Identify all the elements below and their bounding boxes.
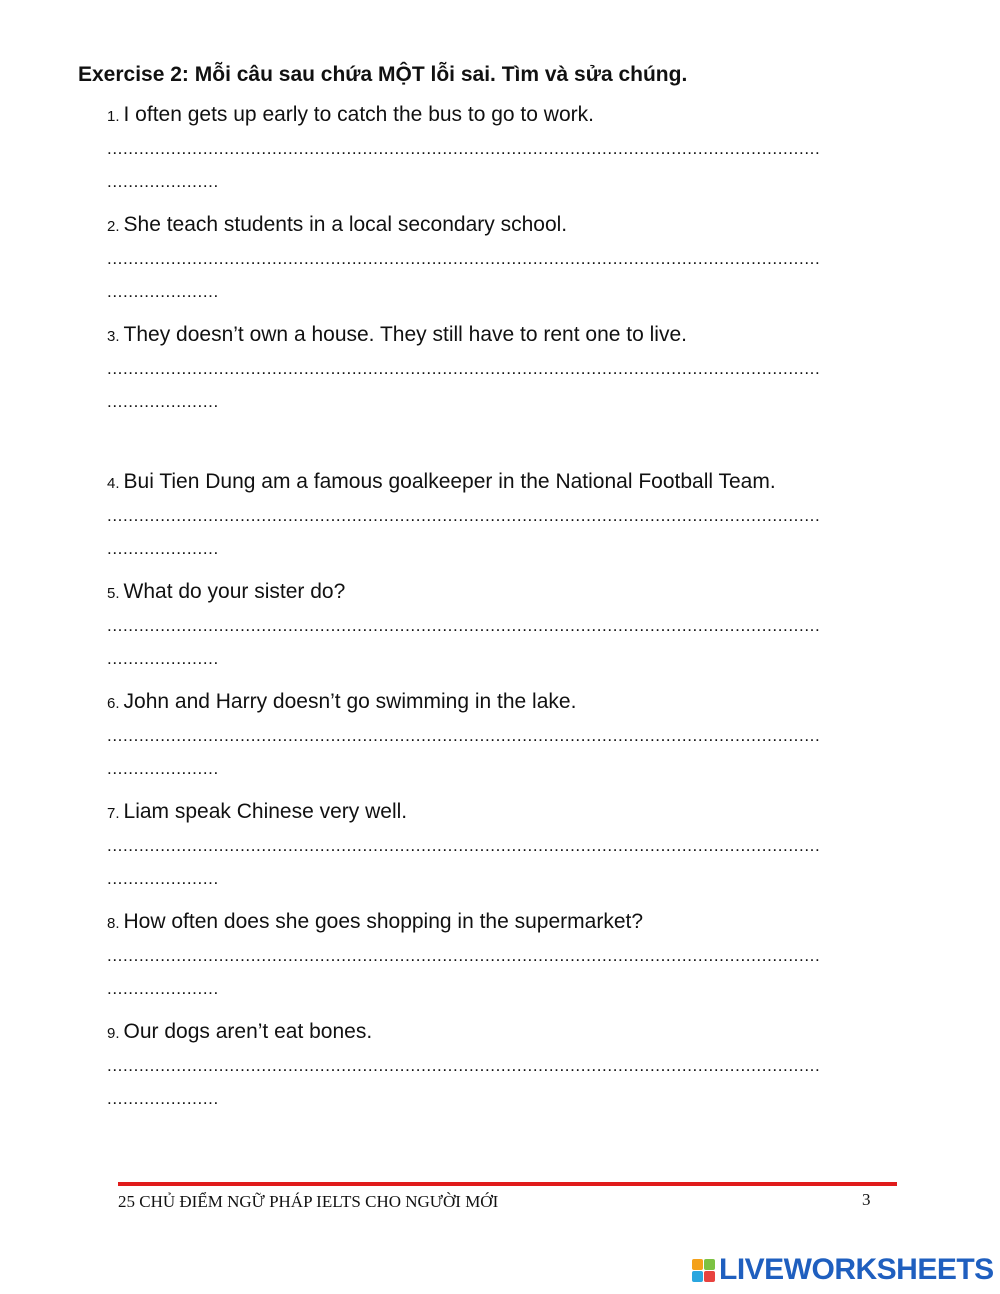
answer-line-continued[interactable]: .....................: [107, 759, 219, 778]
page-number: 3: [862, 1190, 871, 1209]
question-text: She teach students in a local secondary school.: [123, 213, 568, 236]
logo-square: [692, 1259, 703, 1270]
answer-line-continued[interactable]: .....................: [107, 172, 219, 191]
liveworksheets-logo-icon: [692, 1259, 715, 1282]
question-text: Liam speak Chinese very well.: [123, 800, 408, 823]
liveworksheets-brand[interactable]: [692, 1253, 994, 1287]
question-item: [107, 212, 950, 302]
question-text: How often does she goes shopping in the supermarket?: [123, 910, 644, 933]
answer-line[interactable]: ......................................................................................................................................: [107, 506, 821, 525]
logo-square: [704, 1271, 715, 1282]
question-item: [107, 799, 950, 889]
answer-line-continued[interactable]: .....................: [107, 392, 219, 411]
answer-line-continued[interactable]: .....................: [107, 979, 219, 998]
brand-wordmark: LIVEWORKSHEETS: [719, 1253, 994, 1286]
answer-line-continued[interactable]: .....................: [107, 539, 219, 558]
answer-line[interactable]: ......................................................................................................................................: [107, 139, 821, 158]
answer-line[interactable]: ......................................................................................................................................: [107, 616, 821, 635]
exercise-title: Exercise 2: Mỗi câu sau chứa MỘT lỗi sai. Tìm và sửa chúng.: [78, 63, 688, 86]
question-item: [107, 579, 950, 669]
answer-line[interactable]: ......................................................................................................................................: [107, 359, 821, 378]
question-number: 2.: [107, 218, 120, 235]
answer-line-continued[interactable]: .....................: [107, 649, 219, 668]
question-text: Bui Tien Dung am a famous goalkeeper in the National Football Team.: [123, 470, 776, 493]
answer-line-continued[interactable]: .....................: [107, 869, 219, 888]
answer-line[interactable]: ......................................................................................................................................: [107, 726, 821, 745]
question-text: They doesn’t own a house. They still have to rent one to live.: [123, 323, 687, 346]
answer-line-continued[interactable]: .....................: [107, 1089, 219, 1108]
question-number: 4.: [107, 475, 120, 492]
footer-rule: [118, 1182, 897, 1186]
question-number: 7.: [107, 805, 120, 822]
question-item: [107, 469, 950, 559]
question-number: 6.: [107, 695, 120, 712]
answer-line[interactable]: ......................................................................................................................................: [107, 836, 821, 855]
question-item: [107, 689, 950, 779]
question-text: Our dogs aren’t eat bones.: [123, 1020, 373, 1043]
logo-square: [692, 1271, 703, 1282]
question-text: What do your sister do?: [123, 580, 346, 603]
answer-line[interactable]: ......................................................................................................................................: [107, 1056, 821, 1075]
footer-book-title: 25 CHỦ ĐIỂM NGỮ PHÁP IELTS CHO NGƯỜI MỚI: [118, 1192, 499, 1211]
question-text: John and Harry doesn’t go swimming in the lake.: [123, 690, 577, 713]
question-number: 9.: [107, 1025, 120, 1042]
question-number: 5.: [107, 585, 120, 602]
answer-line[interactable]: ......................................................................................................................................: [107, 946, 821, 965]
question-number: 8.: [107, 915, 120, 932]
answer-line-continued[interactable]: .....................: [107, 282, 219, 301]
logo-square: [704, 1259, 715, 1270]
question-number: 3.: [107, 328, 120, 345]
question-item: [107, 1019, 950, 1109]
question-number: 1.: [107, 108, 120, 125]
question-item: [107, 102, 950, 192]
question-item: [107, 909, 950, 999]
answer-line[interactable]: ......................................................................................................................................: [107, 249, 821, 268]
question-text: I often gets up early to catch the bus to go to work.: [123, 103, 594, 126]
question-item: [107, 322, 950, 412]
